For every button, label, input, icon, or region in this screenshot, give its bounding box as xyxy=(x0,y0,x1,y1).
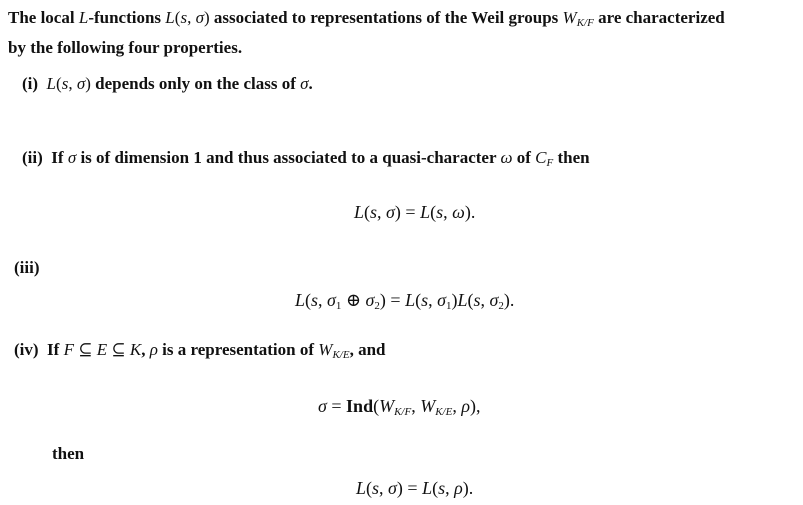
property-label: (iii) xyxy=(14,258,40,277)
equation-iii: L(s, $\sigma_1$ ⊕ $\sigma_2) = L(s$, $\sigma_1)L(s$, $\sigma_2$). xyxy=(295,290,515,312)
equation-ii: L(s, σ) = L(s, ω). xyxy=(354,202,476,222)
equation-iv-1: $\sigma = Ind(W_{K/F}$, $W_{K/E}$, ρ), xyxy=(318,396,481,418)
property-label: (ii) xyxy=(22,148,43,167)
property-ii: (ii) If σ is of dimension 1 and thus associated to a quasi-character ω of $C_F$ then xyxy=(22,148,590,169)
property-iv: (iv) If F ⊆ E ⊆ K, ρ is a representation of $W_{K/E}$, and xyxy=(14,340,386,361)
property-i: (i) L(s, σ) depends only on the class of σ. xyxy=(22,74,313,93)
intro-line-1: The local L-functions L(s, σ) associated to representations of the Weil groups $W_{K/F}$ are characterized xyxy=(8,8,725,29)
intro-line-2: by the following four properties. xyxy=(8,38,243,57)
property-label: (i) xyxy=(22,74,39,93)
property-iii xyxy=(14,258,40,278)
property-label: (iv) xyxy=(14,340,39,359)
equation-iv-2: L(s, σ) = L(s, ρ). xyxy=(356,478,474,498)
connector-then: then xyxy=(52,444,85,463)
